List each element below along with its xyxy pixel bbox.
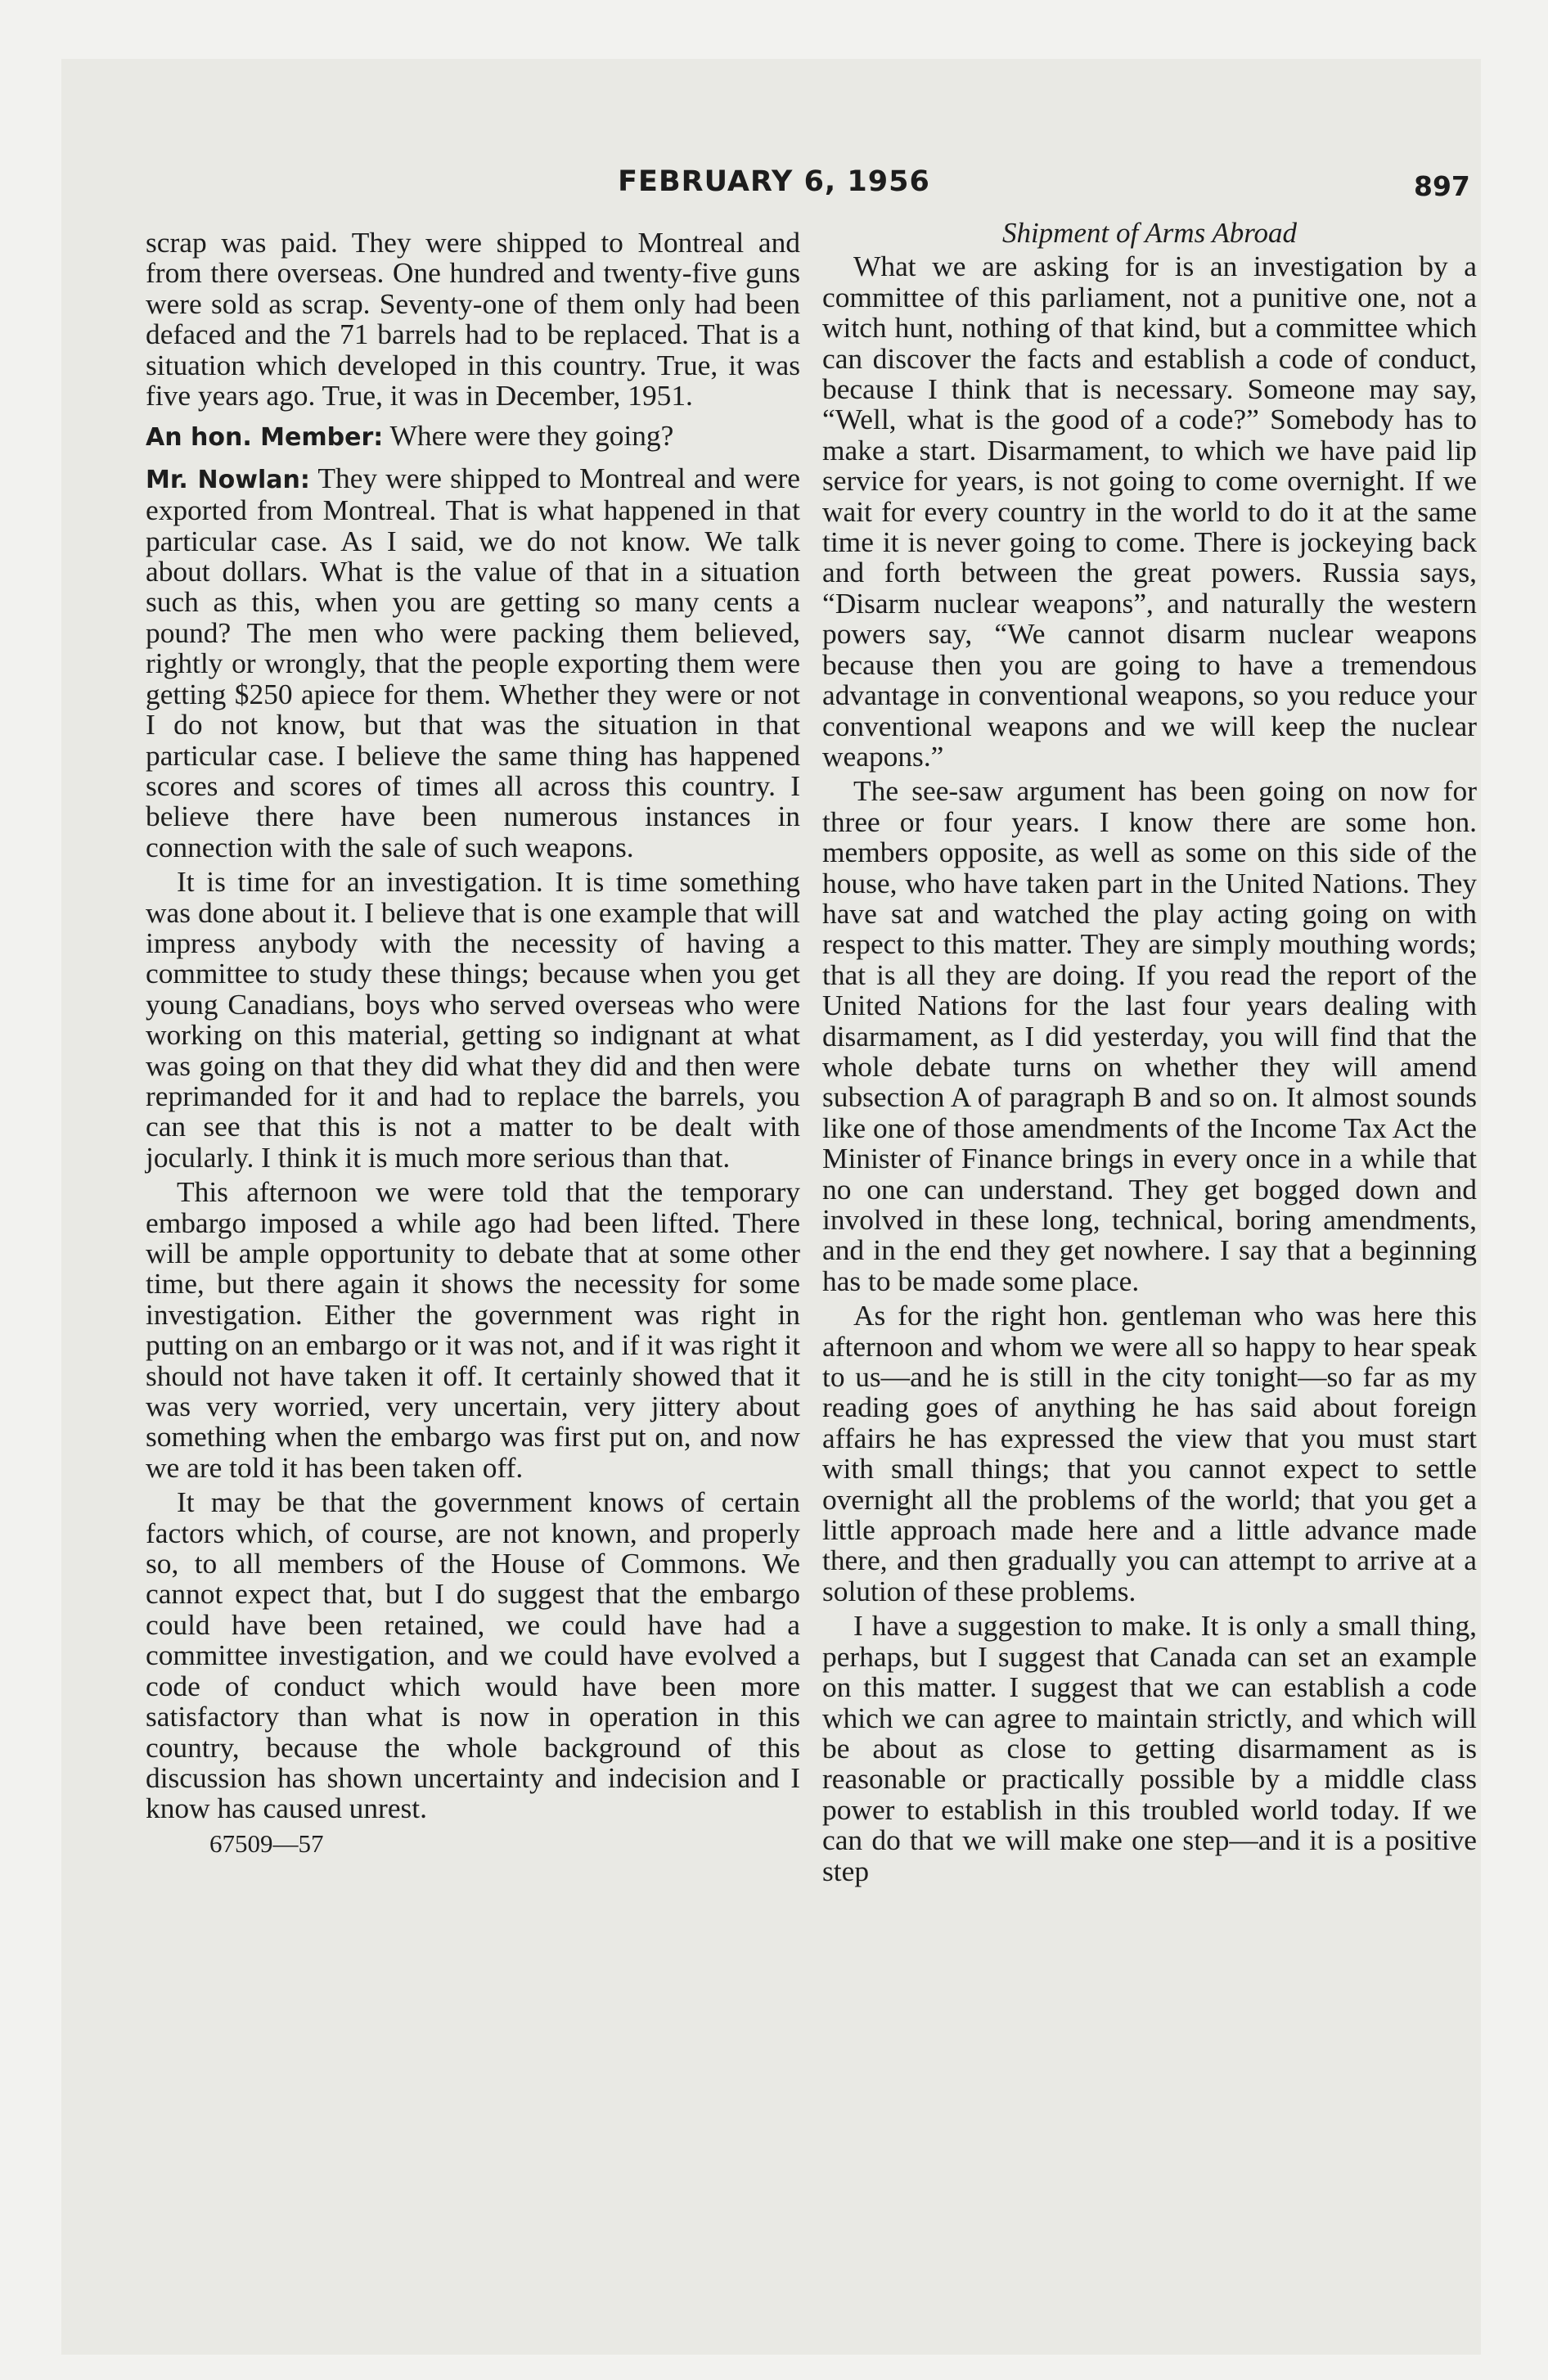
speaker-label: Mr. Nowlan: xyxy=(146,465,310,494)
right-column xyxy=(822,217,1477,1891)
paragraph: I have a suggestion to make. It is only a small thing, perhaps, but I suggest that Canada can set an example on this matter. I suggest that we can establish a code which we can agree to maintain strictly, and which will be about as close to getting disarmament as is reasonable or practically possible by a middle class power to establish in this troubled world today. If we can do that we will make one step—and it is a positive step xyxy=(822,1609,1477,1887)
speech xyxy=(146,463,800,863)
page-number: 897 xyxy=(1414,170,1470,202)
paragraph: The see-saw argument has been going on now for three or four years. I know there are some hon. members opposite, as well as some on this side of the house, who have taken part in the United Nations. They have sat and watched the play acting going on with respect to this matter. They are simply mouthing words; that is all they are doing. If you read the report of the United Nations for the last four years dealing with disarmament, as I did yesterday, you will find that the whole debate turns on whether they will amend subsection A of paragraph B and so on. It almost sounds like one of those amendments of the Income Tax Act the Minister of Finance brings in every once in a while that no one can understand. They get bogged down and involved in these long, technical, boring amendments, and in the end they get nowhere. I say that a beginning has to be made some place. xyxy=(822,774,1477,1297)
paragraph: What we are asking for is an investigation by a committee of this parliament, not a punitive one, not a witch hunt, nothing of that kind, but a committee which can discover the facts and establish a code of conduct, because I think that is necessary. Someone may say, “Well, what is the good of a code?” Somebody has to make a start. Disarmament, to which we have paid lip service for years, is not going to come overnight. If we wait for every country in the world to do it at the same time it is never going to come. There is jockeying back and forth between the great powers. Russia says, “Disarm nuclear weapons”, and naturally the western powers say, “We cannot disarm nuclear weapons because then you are going to have a tremendous advantage in conventional weapons, so you reduce your conventional weapons and we will keep the nuclear weapons.” xyxy=(822,250,1477,773)
speech-text: They were shipped to Montreal and were exported from Montreal. That is what happened in that particular case. As I said, we do not know. We talk about dollars. What is the value of that in a situation such as this, when you are getting so many cents a pound? The men who were packing them believed, rightly or wrongly, that the people exporting them were getting $250 apiece for them. Whether they were or not I do not know, but that was the situation in that particular case. I believe the same thing has happened scores and scores of times all across this country. I believe there have been numerous instances in connection with the sale of such weapons. xyxy=(146,461,800,863)
interjection xyxy=(146,421,800,453)
left-column xyxy=(146,228,800,1863)
speaker-label: An hon. Member: xyxy=(146,423,384,453)
speech-text: Where were they going? xyxy=(389,419,674,453)
print-code: 67509—57 xyxy=(209,1828,324,1858)
paragraph: As for the right hon. gentleman who was here this afternoon and whom we were all so happy to hear speak to us—and he is still in the city tonight—so far as my reading goes of anything he has said about foreign affairs he has expressed the view that you must start with small things; that you cannot expect to settle overnight all the problems of the world; that you get a little approach made here and a little advance made there, and then gradually you can attempt to arrive at a solution of these problems. xyxy=(822,1299,1477,1607)
section-title: Shipment of Arms Abroad xyxy=(1001,217,1298,249)
paragraph: This afternoon we were told that the temporary embargo imposed a while ago had been lifted. There will be ample opportunity to debate that at some other time, but there again it shows the necessity for some investigation. Either the government was right in putting on an embargo or it was not, and if it was right it should not have taken it off. It certainly showed that it was very worried, very uncertain, very jittery about something when the embargo was first put on, and now we are told it has been taken off. xyxy=(146,1175,800,1484)
paragraph: It may be that the government knows of certain factors which, of course, are not known, and properly so, to all members of the House of Commons. We cannot expect that, but I do suggest that the embargo could have been retained, we could have had a committee investigation, and we could have evolved a code of conduct which would have been more satisfactory than what is now in operation in this country, because the whole background of this discussion has shown uncertainty and indecision and I know has caused unrest. xyxy=(146,1485,800,1825)
page-header-date: FEBRUARY 6, 1956 xyxy=(618,165,930,198)
paragraph: It is time for an investigation. It is time something was done about it. I believe that is one example that will impress anybody with the necessity of having a committee to study these things; because when you get young Canadians, boys who served overseas who were working on this material, getting so indignant at what was going on that they did what they did and then were reprimanded for it and had to replace the barrels, you can see that this is not a matter to be dealt with jocularly. I think it is much more serious than that. xyxy=(146,865,800,1174)
paragraph: scrap was paid. They were shipped to Montreal and from there overseas. One hundred and twenty-five guns were sold as scrap. Seventy-one of them only had been defaced and the 71 barrels had to be replaced. That is a situation which developed in this country. True, it was five years ago. True, it was in December, 1951. xyxy=(146,226,800,412)
